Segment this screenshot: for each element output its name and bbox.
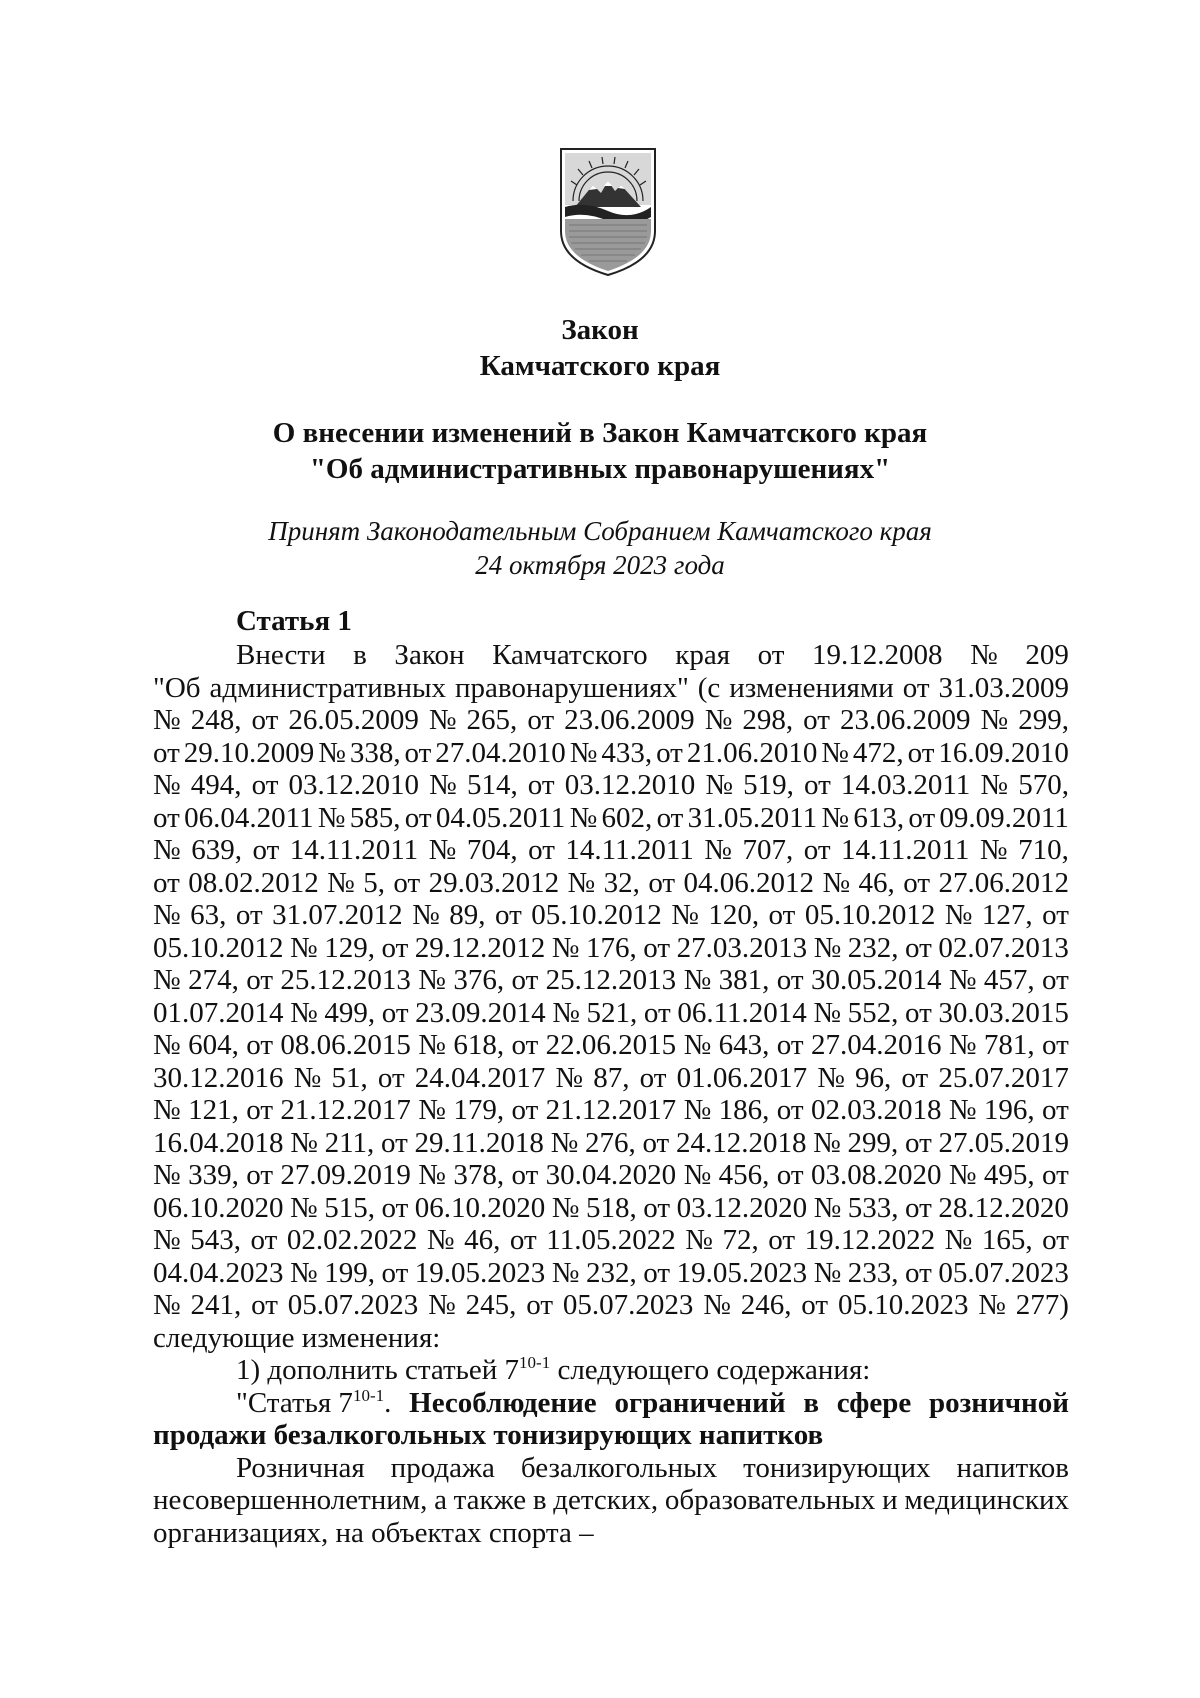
text-line: 30.12.2016 № 51, от 24.04.2017 № 87, от 01.06.2017 № 96, от 25.07.2017: [153, 1061, 1069, 1094]
new-article-paragraph: [153, 1452, 1069, 1550]
law-title-line-1: О внесении изменений в Закон Камчатского края: [272, 417, 928, 449]
text-line: № 241, от 05.07.2023 № 245, от 05.07.2023 № 246, от 05.10.2023 № 277): [153, 1289, 1069, 1321]
adoption-note-line-1: Принят Законодательным Собранием Камчатского края: [268, 516, 932, 546]
text-line: 16.04.2018 № 211, от 29.11.2018 № 276, от 24.12.2018 № 299, от 27.05.2019: [153, 1126, 1069, 1159]
text-line: № 639, от 14.11.2011 № 704, от 14.11.2011 № 707, от 14.11.2011 № 710,: [153, 834, 1069, 866]
text-line: Внести в Закон Камчатского края от 19.12.2008 № 209: [236, 639, 1069, 671]
text-line: Розничная продажа безалкогольных тонизирующих напитков: [236, 1451, 1069, 1484]
text-line: 04.04.2023 № 199, от 19.05.2023 № 232, от 19.05.2023 № 233, от 05.07.2023: [153, 1256, 1069, 1289]
text-line: от 08.02.2012 № 5, от 29.03.2012 № 32, от 04.06.2012 № 46, от 27.06.2012: [153, 866, 1069, 899]
text-line: следующие изменения:: [153, 1321, 441, 1354]
amendment-item-1: [153, 1354, 1069, 1387]
text-line: № 339, от 27.09.2019 № 378, от 30.04.2020 № 456, от 03.08.2020 № 495, от: [153, 1159, 1069, 1191]
text-line: № 604, от 08.06.2015 № 618, от 22.06.2015 № 643, от 27.04.2016 № 781, от: [153, 1029, 1069, 1061]
text-line: № 543, от 02.02.2022 № 46, от 11.05.2022 № 72, от 19.12.2022 № 165, от: [153, 1224, 1069, 1256]
law-title-line-2: "Об административных правонарушениях": [309, 453, 891, 485]
text-line: № 63, от 31.07.2012 № 89, от 05.10.2012 № 120, от 05.10.2012 № 127, от: [153, 899, 1069, 931]
law-type-title: Закон: [561, 314, 639, 346]
text-line: 05.10.2012 № 129, от 29.12.2012 № 176, от 27.03.2013 № 232, от 02.07.2013: [153, 931, 1069, 964]
text-line: несовершеннолетним, а также в детских, образовательных и медицинских: [153, 1484, 1069, 1516]
text-line: от 06.04.2011 № 585, от 04.05.2011 № 602, от 31.05.2011 № 613, от 09.09.2011: [153, 801, 1069, 834]
new-article-heading-line-2: [153, 1419, 1069, 1452]
text-line: "Об административных правонарушениях" (с изменениями от 31.03.2009: [153, 671, 1069, 704]
new-article-heading-line-1: "Статья 7$^{10-1}$. Несоблюдение ограничений в сфере розничной: [236, 1385, 1069, 1419]
text-line: № 494, от 03.12.2010 № 514, от 03.12.2010 № 519, от 14.03.2011 № 570,: [153, 769, 1069, 801]
text-line: № 248, от 26.05.2009 № 265, от 23.06.2009 № 298, от 23.06.2009 № 299,: [153, 704, 1069, 736]
text-line: № 274, от 25.12.2013 № 376, от 25.12.2013 № 381, от 30.05.2014 № 457, от: [153, 964, 1069, 996]
new-article-label: "Статья 7$^{10-1}$.: [236, 1385, 392, 1419]
text-line: 06.10.2020 № 515, от 06.10.2020 № 518, от 03.12.2020 № 533, от 28.12.2020: [153, 1191, 1069, 1224]
adoption-date: 24 октября 2023 года: [475, 550, 725, 580]
item-1-sup: 10-1: [519, 1353, 551, 1372]
article-1-text: [153, 639, 1069, 1354]
item-1-suffix: следующего содержания:: [550, 1354, 871, 1386]
article-1-heading: Статья 1: [236, 605, 352, 637]
item-1-prefix: 1) дополнить статьей 7: [236, 1354, 520, 1386]
kamchatka-coat-of-arms: [555, 145, 661, 277]
article-1-body: [153, 639, 1069, 1549]
text-line: № 121, от 21.12.2017 № 179, от 21.12.2017 № 186, от 02.03.2018 № 196, от: [153, 1094, 1069, 1126]
text-line: 01.07.2014 № 499, от 23.09.2014 № 521, от 06.11.2014 № 552, от 30.03.2015: [153, 996, 1069, 1029]
text-line: организациях, на объектах спорта –: [153, 1516, 594, 1549]
new-article-title-cont: продажи безалкогольных тонизирующих напитков: [153, 1419, 824, 1451]
text-line: от 29.10.2009 № 338, от 27.04.2010 № 433, от 21.06.2010 № 472, от 16.09.2010: [153, 736, 1069, 769]
region-title: Камчатского края: [479, 350, 721, 382]
